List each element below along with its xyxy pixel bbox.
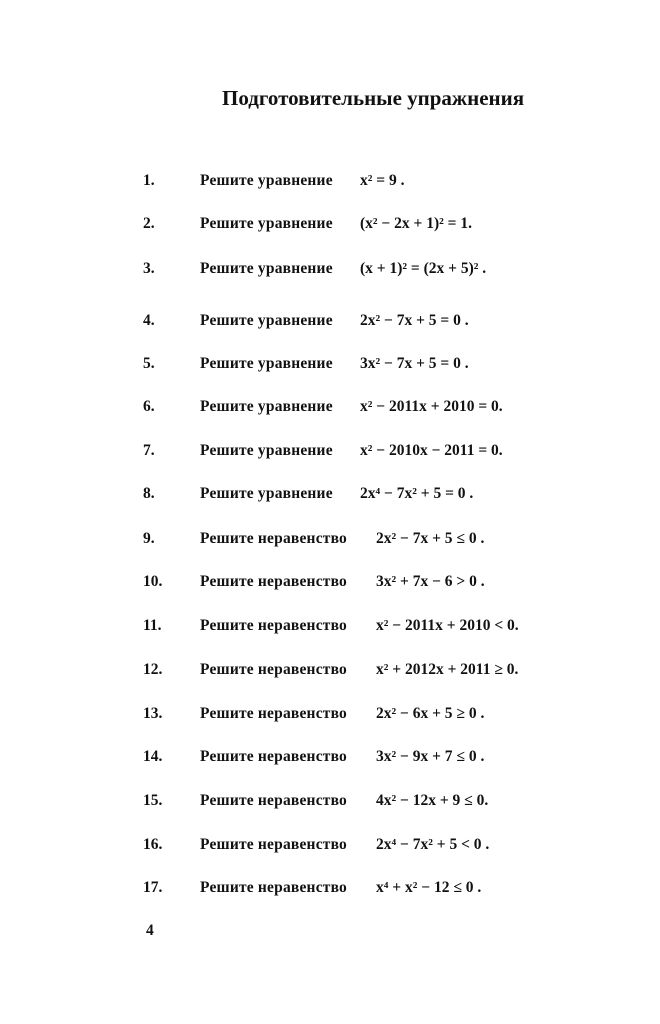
exercise-item [0, 442, 660, 466]
exercise-equation: x² = 9 . [360, 172, 405, 189]
exercise-number: 14. [143, 748, 163, 765]
exercise-number: 9. [143, 530, 155, 547]
exercise-text: Решите уравнение [200, 312, 333, 329]
exercise-text: Решите неравенство [200, 792, 347, 809]
exercise-text: Решите неравенство [200, 661, 347, 678]
exercise-item [0, 215, 660, 239]
exercise-equation: x² + 2012x + 2011 ≥ 0. [376, 661, 519, 678]
exercise-item [0, 661, 660, 685]
exercise-item [0, 312, 660, 336]
exercise-equation: x⁴ + x² − 12 ≤ 0 . [376, 879, 482, 896]
exercise-equation: x² − 2010x − 2011 = 0. [360, 442, 503, 459]
exercise-text: Решите уравнение [200, 260, 333, 277]
exercise-equation: 2x² − 7x + 5 ≤ 0 . [376, 530, 485, 547]
exercise-equation: x² − 2011x + 2010 = 0. [360, 398, 503, 415]
page-title: Подготовительные упражнения [222, 86, 525, 110]
exercise-number: 8. [143, 485, 155, 502]
exercise-number: 12. [143, 661, 163, 678]
exercise-item [0, 355, 660, 379]
exercise-text: Решите неравенство [200, 748, 347, 765]
exercise-number: 3. [143, 260, 155, 277]
exercise-number: 17. [143, 879, 163, 896]
exercise-item [0, 172, 660, 196]
exercise-equation: (x² − 2x + 1)² = 1. [360, 215, 472, 232]
exercise-item [0, 705, 660, 729]
exercise-item [0, 748, 660, 772]
exercise-equation: 3x² − 9x + 7 ≤ 0 . [376, 748, 485, 765]
exercise-equation: 2x⁴ − 7x² + 5 = 0 . [360, 485, 474, 502]
exercise-equation: 2x⁴ − 7x² + 5 < 0 . [376, 836, 490, 853]
exercise-number: 1. [143, 172, 155, 189]
exercise-number: 13. [143, 705, 163, 722]
exercise-number: 10. [143, 573, 163, 590]
exercise-item [0, 398, 660, 422]
exercise-number: 15. [143, 792, 163, 809]
exercise-text: Решите уравнение [200, 398, 333, 415]
exercise-item [0, 879, 660, 903]
exercise-equation: x² − 2011x + 2010 < 0. [376, 617, 519, 634]
exercise-equation: 4x² − 12x + 9 ≤ 0. [376, 792, 489, 809]
exercise-item [0, 573, 660, 597]
exercise-equation: 3x² − 7x + 5 = 0 . [360, 355, 469, 372]
exercise-text: Решите неравенство [200, 530, 347, 547]
exercise-equation: (x + 1)² = (2x + 5)² . [360, 260, 487, 277]
exercise-text: Решите неравенство [200, 879, 347, 896]
exercise-equation: 3x² + 7x − 6 > 0 . [376, 573, 485, 590]
exercise-number: 4. [143, 312, 155, 329]
exercise-text: Решите уравнение [200, 172, 333, 189]
exercise-text: Решите уравнение [200, 355, 333, 372]
exercise-item [0, 836, 660, 860]
exercise-number: 7. [143, 442, 155, 459]
exercise-number: 16. [143, 836, 163, 853]
exercise-text: Решите уравнение [200, 215, 333, 232]
exercise-text: Решите неравенство [200, 705, 347, 722]
exercise-text: Решите неравенство [200, 617, 347, 634]
exercise-text: Решите уравнение [200, 442, 333, 459]
exercise-number: 6. [143, 398, 155, 415]
page-number: 4 [146, 922, 154, 939]
exercise-number: 11. [143, 617, 162, 634]
exercise-item [0, 485, 660, 509]
exercise-item [0, 530, 660, 554]
exercise-equation: 2x² − 6x + 5 ≥ 0 . [376, 705, 485, 722]
exercise-text: Решите неравенство [200, 836, 347, 853]
exercise-text: Решите уравнение [200, 485, 333, 502]
exercise-equation: 2x² − 7x + 5 = 0 . [360, 312, 469, 329]
exercise-item [0, 260, 660, 284]
exercise-number: 5. [143, 355, 155, 372]
exercise-number: 2. [143, 215, 155, 232]
exercise-text: Решите неравенство [200, 573, 347, 590]
exercise-item [0, 617, 660, 641]
exercise-item [0, 792, 660, 816]
